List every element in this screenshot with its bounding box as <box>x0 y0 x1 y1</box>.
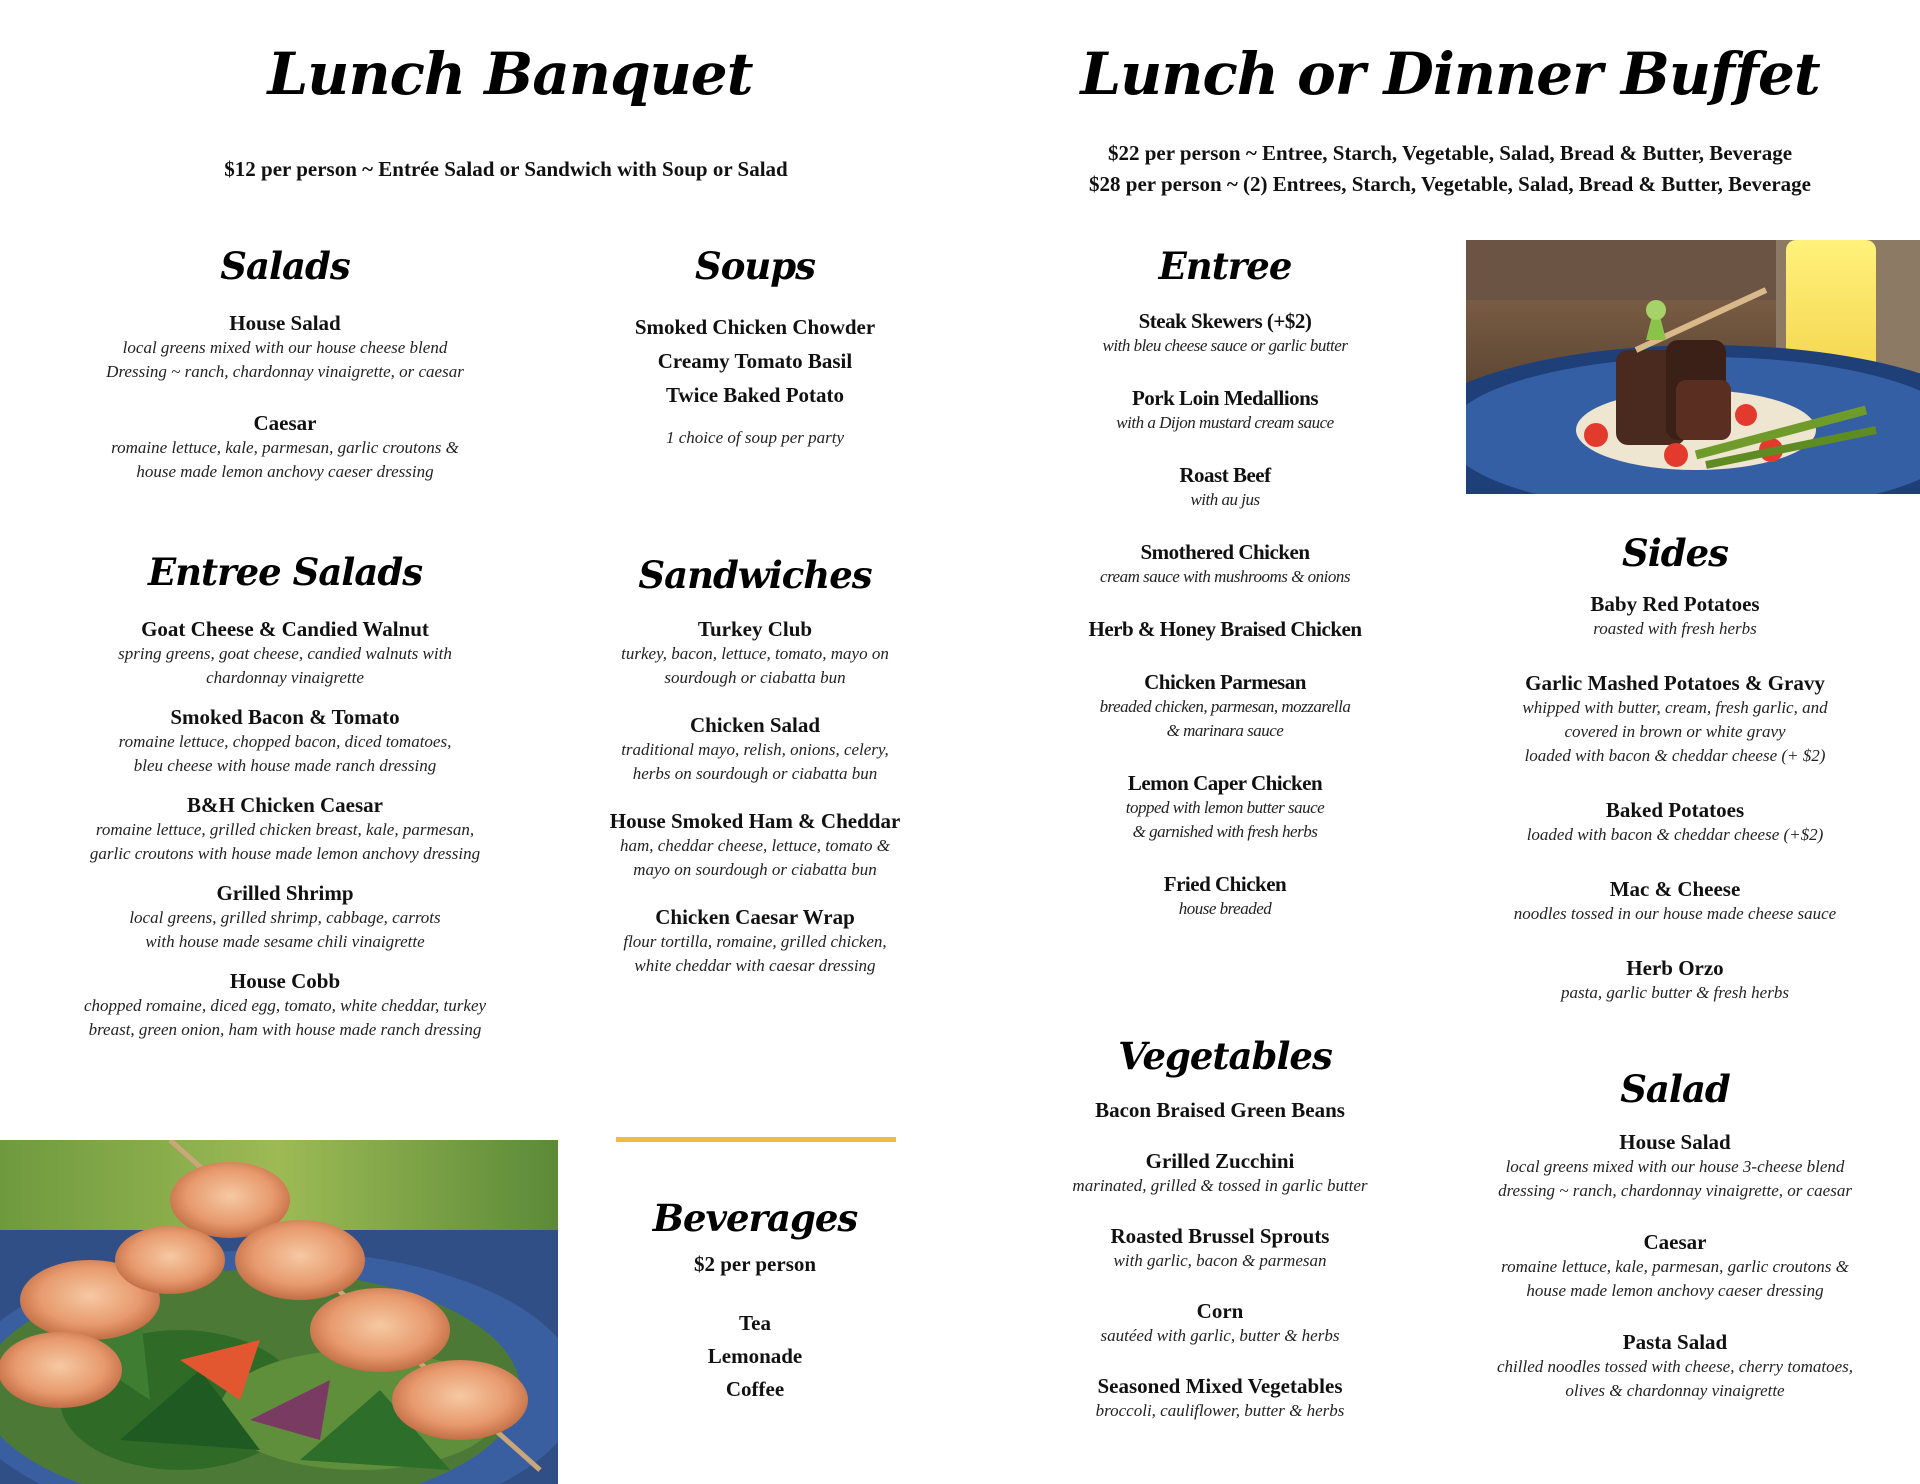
menu-item-description: marinated, grilled & tossed in garlic butter <box>1072 1176 1368 1195</box>
menu-item <box>1470 955 1880 1005</box>
lunch-banquet-title: Lunch Banquet <box>267 40 753 108</box>
entree-salads-list <box>30 616 540 1056</box>
menu-item <box>1470 797 1880 847</box>
menu-item <box>30 880 540 954</box>
menu-item-name: Herb Orzo <box>1626 956 1724 980</box>
menu-item-description: herbs on sourdough or ciabatta bun <box>632 764 878 783</box>
menu-item-description: sourdough or ciabatta bun <box>664 668 846 687</box>
menu-item <box>1060 385 1390 435</box>
menu-item-description: covered in brown or white gravy <box>1564 722 1786 741</box>
menu-item-name: Pork Loin Medallions <box>1131 386 1319 410</box>
menu-item-name: Smoked Bacon & Tomato <box>170 705 400 729</box>
menu-item-description: & marinara sauce <box>1166 721 1284 740</box>
lunch-banquet-price: $12 per person ~ Entrée Salad or Sandwich with Soup or Salad <box>224 157 788 181</box>
menu-item-description: mayo on sourdough or ciabatta bun <box>633 860 877 879</box>
menu-item-name: B&H Chicken Caesar <box>187 793 383 817</box>
menu-item-description: with a Dijon mustard cream sauce <box>1116 413 1334 432</box>
menu-item-description: sautéed with garlic, butter & herbs <box>1100 1326 1340 1345</box>
menu-item <box>30 792 540 866</box>
menu-item-name: Baked Potatoes <box>1605 798 1745 822</box>
menu-item <box>1040 1097 1400 1123</box>
salads-list <box>40 310 530 510</box>
menu-item-name: Fried Chicken <box>1163 872 1287 896</box>
sides-heading: Sides <box>1621 531 1729 575</box>
beverages-heading: Beverages <box>652 1196 858 1240</box>
beverage-item: Coffee <box>725 1377 785 1401</box>
menu-item-description: with au jus <box>1190 490 1260 509</box>
menu-item-description: whipped with butter, cream, fresh garlic, and <box>1522 698 1828 717</box>
menu-item <box>1460 1129 1890 1203</box>
menu-item-name: Chicken Salad <box>689 713 821 737</box>
buffet-price-28: $28 per person ~ (2) Entrees, Starch, Vegetable, Salad, Bread & Butter, Beverage <box>1089 172 1811 196</box>
menu-item-name: Corn <box>1196 1299 1244 1323</box>
menu-item-description: broccoli, cauliflower, butter & herbs <box>1095 1401 1345 1420</box>
soup-note: 1 choice of soup per party <box>666 428 844 447</box>
menu-item-name: Caesar <box>253 411 317 435</box>
menu-item <box>1470 591 1880 641</box>
beverages-price: $2 per person <box>693 1252 817 1276</box>
beverage-item: Tea <box>739 1311 771 1335</box>
menu-item <box>1460 1329 1890 1403</box>
menu-item-name: Baby Red Potatoes <box>1590 592 1760 616</box>
menu-item <box>1060 616 1390 642</box>
menu-item-description: pasta, garlic butter & fresh herbs <box>1561 983 1789 1002</box>
menu-item-name: Turkey Club <box>697 617 813 641</box>
menu-item-description: romaine lettuce, grilled chicken breast, kale, parmesan, <box>95 820 475 839</box>
menu-item-description: with house made sesame chili vinaigrette <box>145 932 425 951</box>
menu-item-description: house made lemon anchovy caeser dressing <box>1526 1281 1824 1300</box>
menu-item-name: Steak Skewers (+$2) <box>1138 309 1312 333</box>
menu-item <box>1040 1223 1400 1273</box>
menu-item-name: Mac & Cheese <box>1609 877 1741 901</box>
menu-item <box>30 616 540 690</box>
menu-item-description: house made lemon anchovy caeser dressing <box>136 462 434 481</box>
menu-item-description: romaine lettuce, kale, parmesan, garlic croutons & <box>111 438 459 457</box>
menu-item <box>560 808 950 882</box>
beverages-list <box>600 1251 910 1406</box>
menu-item-description: breaded chicken, parmesan, mozzarella <box>1099 697 1351 716</box>
menu-item-description: Dressing ~ ranch, chardonnay vinaigrette, or caesar <box>106 362 464 381</box>
menu-item-description: & garnished with fresh herbs <box>1132 822 1318 841</box>
menu-item-description: local greens mixed with our house cheese blend <box>122 338 448 357</box>
soup-item: Twice Baked Potato <box>665 383 845 407</box>
soups-heading: Soups <box>694 244 815 288</box>
menu-item <box>1040 1148 1400 1198</box>
menu-item <box>1060 462 1390 512</box>
menu-item-description: topped with lemon butter sauce <box>1125 798 1325 817</box>
beverage-item: Lemonade <box>707 1344 803 1368</box>
menu-item-description: roasted with fresh herbs <box>1593 619 1757 638</box>
menu-item-description: noodles tossed in our house made cheese sauce <box>1513 904 1837 923</box>
vegetables-heading: Vegetables <box>1118 1034 1332 1078</box>
menu-item-description: chopped romaine, diced egg, tomato, white cheddar, turkey <box>83 996 487 1015</box>
menu-item-description: flour tortilla, romaine, grilled chicken, <box>623 932 887 951</box>
salad-heading: Salad <box>1620 1067 1730 1111</box>
grilled-shrimp-salad-photo <box>0 1140 558 1484</box>
entree-heading: Entree <box>1158 244 1292 288</box>
menu-item <box>40 310 530 384</box>
menu-item-name: Roast Beef <box>1179 463 1271 487</box>
menu-item <box>1470 670 1880 768</box>
menu-item <box>30 704 540 778</box>
menu-item <box>1470 876 1880 926</box>
menu-item-name: Roasted Brussel Sprouts <box>1110 1224 1330 1248</box>
menu-item <box>1060 669 1390 743</box>
menu-item-name: Pasta Salad <box>1622 1330 1728 1354</box>
menu-item-description: olives & chardonnay vinaigrette <box>1565 1381 1785 1400</box>
menu-item-description: romaine lettuce, kale, parmesan, garlic croutons & <box>1501 1257 1849 1276</box>
menu-item <box>1040 1298 1400 1348</box>
menu-item-description: house breaded <box>1178 899 1272 918</box>
menu-item-description: garlic croutons with house made lemon anchovy dressing <box>89 844 481 863</box>
menu-item-description: romaine lettuce, chopped bacon, diced tomatoes, <box>118 732 452 751</box>
menu-item <box>1060 539 1390 589</box>
menu-item <box>1060 871 1390 921</box>
menu-item-name: Garlic Mashed Potatoes & Gravy <box>1525 671 1825 695</box>
menu-item-description: traditional mayo, relish, onions, celery, <box>621 740 889 759</box>
menu-item-name: Herb & Honey Braised Chicken <box>1088 617 1362 641</box>
sandwiches-list <box>560 616 950 1000</box>
soup-item: Creamy Tomato Basil <box>657 349 853 373</box>
salads-heading: Salads <box>220 244 350 288</box>
menu-item <box>560 904 950 978</box>
salad-list <box>1460 1129 1890 1429</box>
accent-divider <box>616 1137 896 1142</box>
menu-item-description: with garlic, bacon & parmesan <box>1113 1251 1327 1270</box>
menu-item-description: with bleu cheese sauce or garlic butter <box>1102 336 1348 355</box>
menu-item-description: spring greens, goat cheese, candied walnuts with <box>118 644 452 663</box>
menu-item-description: white cheddar with caesar dressing <box>634 956 876 975</box>
menu-item-name: House Salad <box>1619 1130 1731 1154</box>
menu-item-name: Chicken Caesar Wrap <box>655 905 855 929</box>
menu-item-name: House Cobb <box>229 969 341 993</box>
menu-item-description: loaded with bacon & cheddar cheese (+$2) <box>1526 825 1824 844</box>
sides-list <box>1470 591 1880 1034</box>
menu-item-description: cream sauce with mushrooms & onions <box>1100 567 1350 586</box>
entree-list <box>1060 308 1390 948</box>
menu-item-name: House Smoked Ham & Cheddar <box>609 809 901 833</box>
menu-item <box>30 968 540 1042</box>
soups-list <box>560 310 950 450</box>
menu-item <box>1060 308 1390 358</box>
menu-item-name: Grilled Zucchini <box>1145 1149 1295 1173</box>
menu-item-name: Grilled Shrimp <box>216 881 354 905</box>
menu-item-name: Goat Cheese & Candied Walnut <box>141 617 429 641</box>
menu-item-description: turkey, bacon, lettuce, tomato, mayo on <box>621 644 889 663</box>
menu-item-description: dressing ~ ranch, chardonnay vinaigrette, or caesar <box>1498 1181 1852 1200</box>
menu-item-name: Lemon Caper Chicken <box>1127 771 1323 795</box>
menu-item-name: Seasoned Mixed Vegetables <box>1097 1374 1343 1398</box>
menu-item-name: Bacon Braised Green Beans <box>1095 1098 1345 1122</box>
menu-item-description: loaded with bacon & cheddar cheese (+ $2) <box>1524 746 1826 765</box>
menu-item <box>1460 1229 1890 1303</box>
menu-item-name: Chicken Parmesan <box>1144 670 1306 694</box>
menu-item-name: Caesar <box>1643 1230 1707 1254</box>
soup-item: Smoked Chicken Chowder <box>634 315 876 339</box>
buffet-price-22: $22 per person ~ Entree, Starch, Vegetable, Salad, Bread & Butter, Beverage <box>1107 141 1793 165</box>
menu-item-description: ham, cheddar cheese, lettuce, tomato & <box>619 836 891 855</box>
menu-item-name: House Salad <box>229 311 341 335</box>
menu-item <box>560 616 950 690</box>
entree-salads-heading: Entree Salads <box>147 550 423 594</box>
menu-item <box>40 410 530 484</box>
sandwiches-heading: Sandwiches <box>638 553 872 597</box>
menu-item-description: bleu cheese with house made ranch dressing <box>133 756 437 775</box>
menu-item <box>560 712 950 786</box>
buffet-title: Lunch or Dinner Buffet <box>1080 40 1820 108</box>
steak-skewer-plate-photo <box>1466 240 1920 494</box>
menu-item-description: chardonnay vinaigrette <box>206 668 364 687</box>
menu-item-description: chilled noodles tossed with cheese, cherry tomatoes, <box>1497 1357 1853 1376</box>
menu-item-description: local greens mixed with our house 3-cheese blend <box>1505 1157 1845 1176</box>
menu-item <box>1060 770 1390 844</box>
menu-item-description: breast, green onion, ham with house made ranch dressing <box>88 1020 482 1039</box>
vegetables-list <box>1040 1097 1400 1448</box>
menu-item-description: local greens, grilled shrimp, cabbage, carrots <box>129 908 441 927</box>
menu-item-name: Smothered Chicken <box>1140 540 1310 564</box>
menu-item <box>1040 1373 1400 1423</box>
